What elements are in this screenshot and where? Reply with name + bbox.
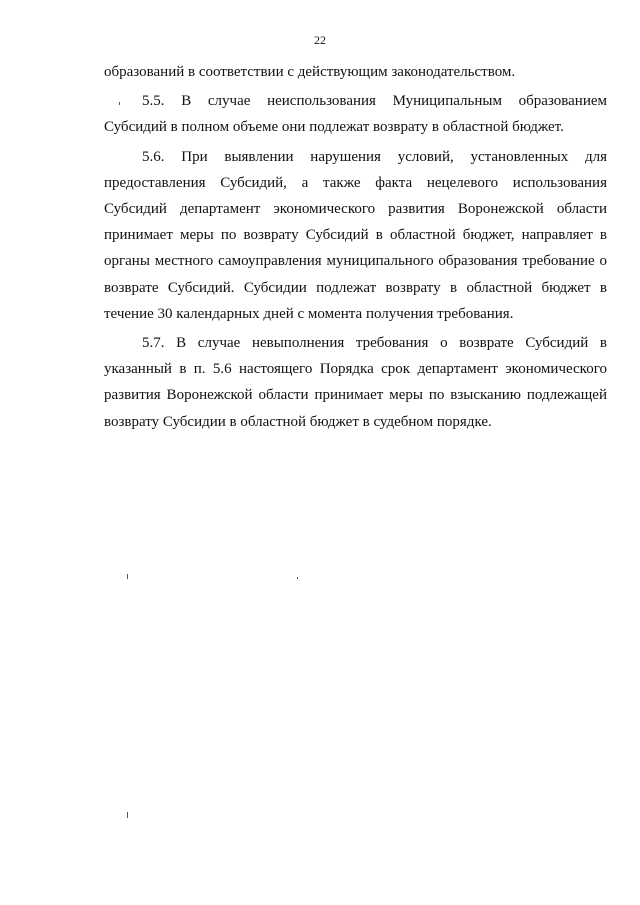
scan-mark: [119, 102, 120, 105]
text-line: 5.5. В случае неиспользования Муниципальным образованием: [142, 93, 607, 110]
scan-mark: [127, 574, 128, 579]
text-line: 5.7. В случае невыполнения требования о возврате Субсидий в: [142, 335, 607, 352]
text-line: возврату Субсидии в областной бюджет в судебном порядке.: [104, 413, 492, 430]
paragraph-5-7: [104, 330, 607, 435]
text-line: органы местного самоуправления муниципального образования требование о: [104, 253, 607, 270]
page-number: 22: [314, 33, 326, 47]
text-line: предоставления Субсидий, а также факта нецелевого использования: [104, 174, 607, 191]
paragraph-5-6: [104, 144, 607, 327]
paragraph-5-5: [104, 88, 607, 140]
text-line: указанный в п. 5.6 настоящего Порядка срок департамент экономического: [104, 361, 607, 378]
text-line: 5.6. При выявлении нарушения условий, установленных для: [142, 148, 607, 165]
paragraph-continuation: [104, 59, 607, 85]
text-line: принимает меры по возврату Субсидий в областной бюджет, направляет в: [104, 227, 607, 244]
text-line: развития Воронежской области принимает меры по взысканию подлежащей: [104, 387, 607, 404]
document-body: [104, 59, 607, 435]
text-line: течение 30 календарных дней с момента получения требования.: [104, 305, 514, 322]
text-line: Субсидий департамент экономического развития Воронежской области: [104, 201, 607, 218]
text-line: возврате Субсидий. Субсидии подлежат возврату в областной бюджет в: [104, 279, 607, 296]
text-line: Субсидий в полном объеме они подлежат возврату в областной бюджет.: [104, 119, 564, 136]
scan-mark: [127, 812, 128, 818]
text-line: образований в соответствии с действующим законодательством.: [104, 64, 516, 80]
scan-mark: [297, 577, 298, 579]
